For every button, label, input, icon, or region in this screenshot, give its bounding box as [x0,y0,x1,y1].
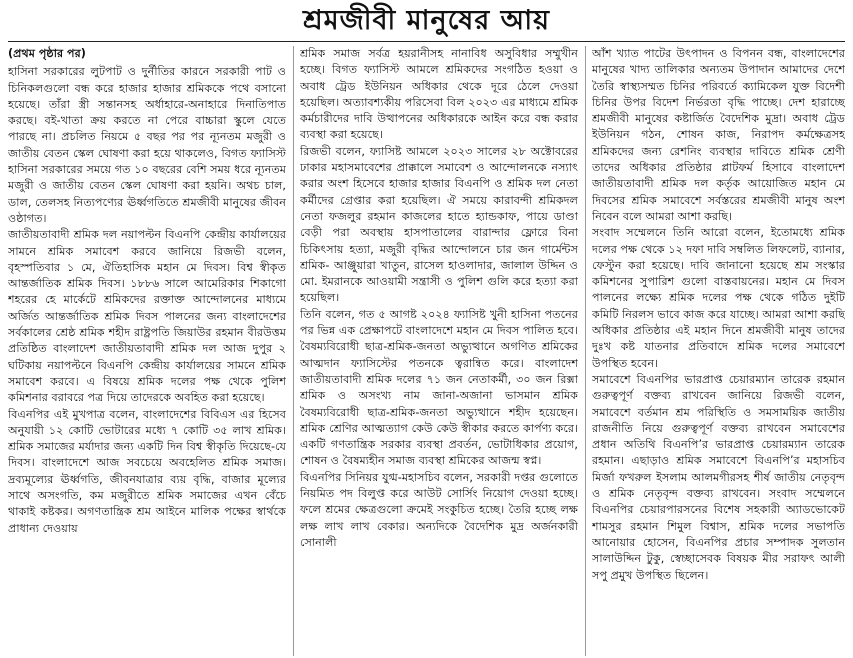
article-column-1 [8,46,286,656]
paragraph: সমাবেশে বিএনপির ভারপ্রাপ্ত চেয়ারম্যান তারেক রহমান গুরুত্বপূর্ণ বক্তব্য রাখবেন জানিয়ে রিজভী বলেন, সমাবেশে বর্তমান শ্রম পরিস্থিতি ও সমসাময়িক জাতীয় রাজনীতি নিয়ে গুরুত্বপূর্ণ বক্তব্য রাখবেন সমাবেশের প্রধান অতিথি বিএনপি’র ভারপ্রাপ্ত চেয়ারম্যান তারেক রহমান। এছাড়াও শ্রমিক সমাবেশে বিএনপি’র মহাসচিব মির্জা ফখরুল ইসলাম আলমগীরসহ শীর্ষ জাতীয় নেতৃবৃন্দ ও শ্রমিক নেতৃবৃন্দ বক্তব্য রাখবেন। সংবাদ সম্মেলনে বিএনপির চেয়ারপারসনের বিশেষ সহকারী অ্যাডভোকেট শামসুর রহমান শিমুল বিশ্বাস, শ্রমিক দলের সভাপতি আনোয়ার হোসেন, বিএনপির প্রচার সম্পাদক সুলতান সালাউদ্দিন টুকু, স্বেচ্ছাসেবক বিষয়ক মীর সরাফৎ আলী সপু প্রমুখ উপস্থিত ছিলেন। [592,372,845,582]
article-column-3 [592,46,845,656]
paragraph: জাতীয়তাবাদী শ্রমিক দল নয়াপল্টন বিএনপি কেন্দ্রীয় কার্যালয়ের সামনে শ্রমিক সমাবেশ করবে জানিয়ে রিজভী বলেন, বৃহস্পতিবার ১ মে, ঐতিহাসিক মহান মে দিবস। বিশ্ব স্বীকৃত আন্তর্জাতিক শ্রমিক দিবস। ১৮৮৬ সালে আমেরিকার শিকাগো শহরের হে মার্কেটে শ্রমিকদের রক্তাক্ত আন্দোলনের মাধ্যমে অর্জিত আন্তর্জাতিক শ্রমিক দিবস পালনের জন্য বাংলাদেশের সর্বকালের শ্রেষ্ঠ শ্রমিক শহীদ রাষ্ট্রপতি জিয়াউর রহমান বীরউত্তম প্রতিষ্ঠিত বাংলাদেশ জাতীয়তাবাদী শ্রমিক দল আজ দুপুর ২ ঘটিকায় নয়াপল্টনে বিএনপি কেন্দ্রীয় কার্যালয়ের সামনে শ্রমিক সমাবেশ করবে। এ বিষয়ে শ্রমিক দলের পক্ষ থেকে পুলিশ কমিশনার বরাবরে পত্র দিয়ে তাদেরকে অবহিত করা হয়েছে। [8,228,286,405]
paragraph: তিনি বলেন, গত ৫ আগষ্ট ২০২৪ ফ্যাসিষ্ট খুনী হাসিনা পতনের পর ভিন্ন এক প্রেক্ষাপটে বাংলাদেশে মহান মে দিবস পালিত হবে। বৈষম্যবিরোধী ছাত্র-শ্রমিক-জনতা অভ্যুত্থানে অগণিত শ্রমিকের আত্মদান ফ্যাসিস্টের পতনকে ত্বরান্বিত করে। বাংলাদেশ জাতীয়তাবাদী শ্রমিক দলের ৭১ জন নেতাকর্মী, ৩০ জন রিক্সা শ্রমিক ও অসংখ্য নাম জানা-অজানা ভাসমান শ্রমিক বৈষম্যবিরোধী ছাত্র-শ্রমিক-জনতা অভ্যুত্থানে শহীদ হয়েছেন। শ্রমিক শ্রেণির আত্মত্যাগ কেউ কেউ স্বীকার করতে কার্পণ্য করে। একটি গণতান্ত্রিক সরকার ব্যবস্থা প্রবর্তন, ভোটাধিকার প্রয়োগ, শোষন ও বৈষম্যহীন সমাজ ব্যবস্থা শ্রমিকের আজন্ম স্বপ্ন। [300,307,578,468]
headline-divider [8,41,845,42]
paragraph: রিজভী বলেন, ফ্যাসিষ্ট আমলে ২০২৩ সালের ২৮ অক্টোবরের ঢাকার মহাসমাবেশের প্রাক্কালে সমাবেশ ও আন্দোলনকে নস্যাৎ করার অংশ হিসেবে হাজার হাজার বিএনপি ও শ্রমিক দল নেতা কর্মীদের গ্রেপ্তার করা হয়েছিল। ঐ সময়ে কারাবন্দী শ্রমিকদল নেতা ফজলুর রহমান কাজলের হাতে হ্যান্ডকাফ, পায়ে ডাণ্ডা বেড়ী পরা অবস্থায় হাসপাতালের বারান্দার ফ্লোরে বিনা চিকিৎসায় হত্যা, মজুরী বৃদ্ধির আন্দোলনে চার জন গার্মেন্টস শ্রমিক- আঞ্জুয়ারা খাতুন, রাসেল হাওলাদার, জালাল উদ্দিন ও মো. ইমরানকে আওয়ামী সন্ত্রাসী ও পুলিশ গুলি করে হত্যা করা হয়েছিল। [300,144,578,305]
column-divider [293,46,294,656]
paragraph: বিএনপির সিনিয়র যুগ্ম-মহাসচিব বলেন, সরকারী দপ্তর গুলোতে নিয়মিত পদ বিলুপ্ত করে আউট সোর্সিং নিয়োগ দেওয়া হচ্ছে। ফলে শ্রমের ক্ষেত্রগুলো ক্রমেই সংকুচিত হচ্ছে। তৈরি হচ্ছে লক্ষ লক্ষ লাখ লাখ বেকার। অন্যদিকে বৈদেশিক মুদ্র অর্জনকারী সোনালী [300,470,578,549]
paragraph: বিএনপির এই মুখপাত্র বলেন, বাংলাদেশের বিবিএস এর হিসেব অনুযায়ী ১২ কোটি ভোটারের মধ্যে ৭ কোটি ৩৫ লাখ শ্রমিক। শ্রমিক সমাজের মর্যাদার জন্য একটি দিন বিশ্ব স্বীকৃতি দিয়েছে-যে দিবস। বাংলাদেশে আজ সবচেয়ে অবহেলিত শ্রমিক সমাজ। দ্রব্যমূল্যের ঊর্ধ্বগতি, জীবনযাত্রার ব্যয় বৃদ্ধি, বাজার মূল্যের সাথে অসংগতি, কম মজুরীতে শ্রমিক সমাজের এখন বেঁচে থাকাই কষ্টকর। অগণতান্ত্রিক শ্রম আইনে মালিক পক্ষের স্বার্থকে প্রাধান্য দেওয়ায় [8,407,286,535]
paragraph: আঁশ খ্যাত পাটের উৎপাদন ও বিপনন বন্ধ, বাংলাদেশের মানুষের খাদ্য তালিকার অন্যতম উপাদান আমাদের দেশে তৈরি স্বাস্থ্যসম্মত চিনির পরিবর্তে ক্যামিকেল যুক্ত বিদেশী চিনির উপর বিদেশ নির্ভরতা বৃদ্ধি পাচ্ছে। দেশ হারাচ্ছে শ্রমজীবী মানুষের কষ্টার্জিত বৈদেশিক মুদ্রা। অবাধ ট্রেড ইউনিয়ন গঠন, শোষন কাজ, নিরাপদ কর্মক্ষেত্রসহ শ্রমিকদের জন্য রেশনিং ব্যবস্থার দাবিতে শ্রমিক শ্রেণী তাদের অধিকার প্রতিষ্ঠার প্লাটফর্ম হিসাবে বাংলাদেশ জাতীয়তাবাদী শ্রমিক দল কর্তৃক আয়োজিত মহান মে দিবসের শ্রমিক সমাবেশে সর্বস্তরের শ্রমজীবী মানুষ অংশ নিবেন বলে আমরা আশা করছি। [592,47,845,223]
paragraph: শ্রমিক সমাজ সর্বত্র হয়রানীসহ নানাবিধ অসুবিধার সম্মুখীন হচ্ছে। বিগত ফ্যাসিস্ট আমলে শ্রমিকদের সংগঠিত হওয়া ও অবাধ ট্রেড ইউনিয়ন অধিকার থেকে দূরে ঠেলে দেওয়া হয়েছিল। অত্যাবশ্যকীয় পরিসেবা বিল ২০২৩ এর মাধ্যমে শ্রমিক কর্মচারীদের দাবি উত্থাপনের অধিকারকে আইন করে বন্ধ করার ব্যবস্থা করা হয়েছে। [300,47,578,142]
article-column-2 [300,46,578,656]
continued-label: (প্রথম পৃষ্ঠার পর) [8,47,86,60]
column-divider [585,46,586,656]
paragraph: হাসিনা সরকারের লুটপাট ও দুর্নীতির কারনে সরকারী পাট ও চিনিকলগুলো বন্ধ করে হাজার হাজার শ্রমিককে পথে বসানো হয়েছে। তাঁরা স্ত্রী সন্তানসহ অর্ধাহারে-অনাহারে দিনাতিপাত করছে। বই-খাতা ক্রয় করতে না পেরে বাচ্চারা স্কুলে যেতে পারছে না। প্রচলিত নিয়মে ৫ বছর পর পর ন্যূনতম মজুরী ও জাতীয় বেতন স্কেল ঘোষণা করা হয়ে থাকলেও, বিগত ফ্যাসিস্ট হাসিনা সরকারের সময়ে গত ১০ বছরের বেশি সময় ধরে ন্যূনতম মজুরী ও জাতীয় বেতন স্কেল ঘোষণা করা হয়নি। অথচ চাল, ডাল, তেলসহ নিত্যপণ্যের ঊর্ধ্বগতিতে শ্রমজীবী মানুষের জীবন ওষ্ঠাগত। [8,65,286,225]
paragraph: সংবাদ সম্মেলনে তিনি আরো বলেন, ইতোমধ্যে শ্রমিক দলের পক্ষ থেকে ১২ দফা দাবি সম্বলিত লিফলেট, ব্যানার, ফেস্টুন করা হয়েছে। দাবি জানানো হয়েছে শ্রম সংস্কার কমিশনের সুপারিশ গুলো বাস্তবায়নের। মহান মে দিবস পালনের লক্ষ্যে শ্রমিক দলের পক্ষ থেকে গঠিত দুইটি কমিটি নিরলস ভাবে কাজ করে যাচ্ছে। আমরা আশা করছি অধিকার প্রতিষ্ঠার এই মহান দিনে শ্রমজীবী মানুষ তাদের দুঃখ কষ্ট যাতনার প্রতিবাদে শ্রমিক দলের সমাবেশে উপস্থিত হবেন। [592,226,845,370]
article-headline: শ্রমজীবী মানুষের আয় [303,5,550,36]
